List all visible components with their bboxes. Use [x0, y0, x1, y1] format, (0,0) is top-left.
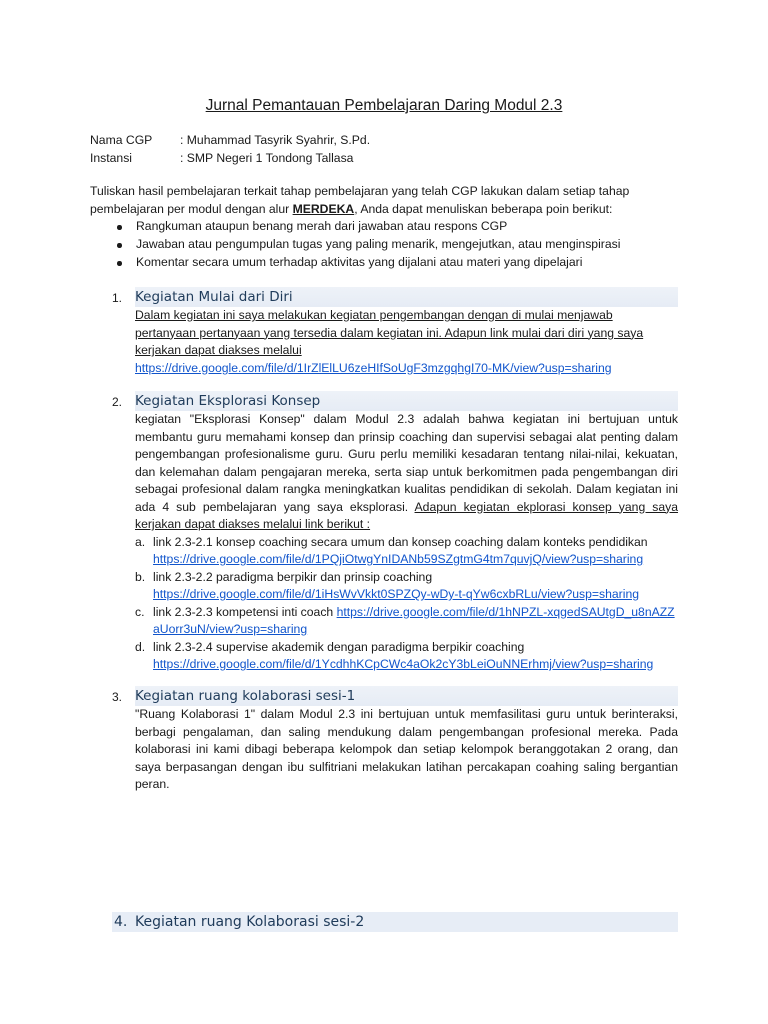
link-intro: Adapun kegiatan ekplorasi konsep yang saya kerjakan dapat diakses melalui link berikut :	[135, 499, 679, 531]
drive-link[interactable]: https://drive.google.com/file/d/1PQjiOtwgYnIDANb59SZgtmG4tm7quvjQ/view?usp=sharing	[153, 552, 644, 566]
instructions-line-2	[90, 201, 690, 219]
sub-item	[135, 534, 678, 569]
bullet-item: Rangkuman ataupun benang merah dari jawaban atau respons CGP	[90, 218, 690, 236]
section-heading: Kegiatan ruang kolaborasi sesi-1	[135, 686, 678, 706]
section-number: 4.	[114, 914, 128, 930]
section-text-line: Dalam kegiatan ini saya melakukan kegiatan pengembangan dengan di mulai menjawab	[135, 308, 613, 322]
name-label: Nama CGP	[90, 133, 153, 147]
section-heading: Kegiatan Eksplorasi Konsep	[135, 391, 678, 411]
page-title: Jurnal Pemantauan Pembelajaran Daring Modul 2.3	[205, 97, 563, 114]
section-body	[135, 307, 678, 377]
instructions-line-1: Tuliskan hasil pembelajaran terkait tahap pembelajaran yang telah CGP lakukan dalam setiap tahap	[90, 184, 630, 198]
sub-item-text: link 2.3-2.1 konsep coaching secara umum dan konsep coaching dalam konteks pendidikan	[153, 534, 648, 549]
section-4	[112, 912, 678, 932]
instruction-bullets	[90, 218, 690, 272]
paragraph-text: kegiatan "Eksplorasi Konsep" dalam Modul 2.3 adalah bahwa kegiatan ini bertujuan untuk membantu guru memahami konsep dan prinsip coaching dan supervisi sebagai alat penting dalam pengembangan profesionalisme guru. Guru perlu memiliki kesadaran tentang nilai-nilai, kekuatan, dan kelemahan dalam pengajaran mereka, serta siap untuk berkomitmen pada pengembangan diri sebagai profesional dalam rangka meningkatkan kualitas pendidikan di sekolah. Dalam kegiatan ini ada 4 sub pembelajaran yang saya eksplorasi.	[135, 412, 678, 514]
drive-link[interactable]: https://drive.google.com/file/d/1YcdhhKCpCWc4aOk2cY3bLeiOuNNErhmj/view?usp=sharing	[153, 657, 654, 671]
merdeka-term: MERDEKA	[292, 201, 355, 216]
section-number: 1.	[112, 291, 123, 305]
section-1	[112, 287, 678, 377]
sub-item	[135, 569, 678, 604]
name-row	[90, 132, 370, 150]
sub-item-mark: a.	[135, 534, 146, 549]
sub-item-mark: c.	[135, 604, 145, 619]
instructions-text: pembelajaran per modul dengan alur	[90, 201, 293, 216]
bullet-item: Jawaban atau pengumpulan tugas yang paling menarik, mengejutkan, atau menginspirasi	[90, 236, 690, 254]
section-paragraph: "Ruang Kolaborasi 1" dalam Modul 2.3 ini bertujuan untuk memfasilitasi guru untuk berinteraksi, berbagi pengalaman, dan saling mendukung dalam pengembangan profesional mereka. Pada kolaborasi ini kami dibagi beberapa kelompok dan setiap kelompok beranggotakan 2 orang, dan saya berpasangan dengan ibu sulfitriani melakukan latihan percakapan coahing saling bergantian peran.	[135, 707, 678, 791]
participant-info	[90, 132, 370, 168]
instructions-text-end: , Anda dapat menuliskan beberapa poin berikut:	[354, 201, 613, 216]
section-heading: Kegiatan ruang Kolaborasi sesi-2	[135, 914, 365, 930]
section-text-line: kerjakan dapat diakses melalui	[135, 343, 302, 357]
section-number: 2.	[112, 395, 123, 409]
drive-link[interactable]: https://drive.google.com/file/d/1hNPZL-xqgedSAUtgD_u8nAZZaUorr3uN/view?usp=sharing	[153, 604, 675, 636]
sub-item-text: link 2.3-2.3 kompetensi inti coach	[153, 604, 337, 619]
sub-item-text: link 2.3-2.2 paradigma berpikir dan prinsip coaching	[153, 569, 433, 584]
institution-label: Instansi	[90, 151, 133, 165]
sub-link-list	[135, 534, 678, 674]
bullet-item: Komentar secara umum terhadap aktivitas yang dijalani atau materi yang dipelajari	[90, 254, 690, 272]
instructions	[90, 183, 690, 272]
name-value: : Muhammad Tasyrik Syahrir, S.Pd.	[180, 133, 371, 147]
institution-value: : SMP Negeri 1 Tondong Tallasa	[180, 151, 354, 165]
sub-item	[135, 604, 678, 639]
institution-row	[90, 150, 370, 168]
sub-item	[135, 639, 678, 674]
sub-item-mark: b.	[135, 569, 146, 584]
drive-link[interactable]: https://drive.google.com/file/d/1IrZlElLU6zeHIfSoUgF3mzgqhgI70-MK/view?usp=sharing	[135, 360, 612, 375]
section-2	[112, 391, 678, 674]
section-heading: Kegiatan Mulai dari Diri	[135, 287, 678, 307]
section-3	[112, 686, 678, 794]
sub-item-text: link 2.3-2.4 supervise akademik dengan paradigma berpikir coaching	[153, 639, 525, 654]
section-body	[135, 411, 678, 674]
section-text-line: pertanyaan pertanyaan yang tersedia dalam kegiatan ini. Adapun link mulai dari diri yang saya	[135, 325, 644, 340]
section-number: 3.	[112, 690, 123, 704]
drive-link[interactable]: https://drive.google.com/file/d/1iHsWvVkkt0SPZQy-wDy-t-qYw6cxbRLu/view?usp=sharing	[153, 587, 639, 601]
section-paragraph	[135, 411, 678, 534]
sub-item-mark: d.	[135, 639, 146, 654]
